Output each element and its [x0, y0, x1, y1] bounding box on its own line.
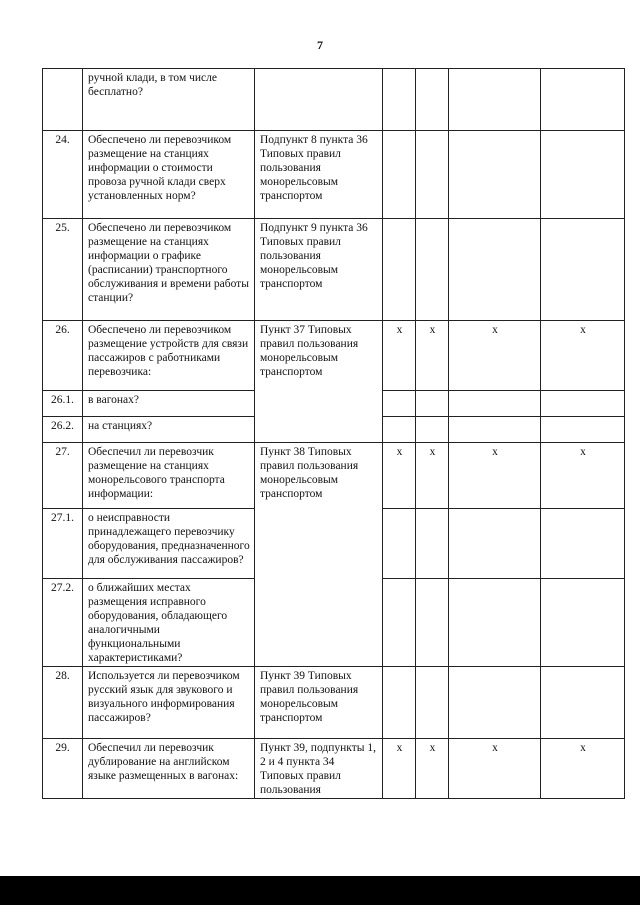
mark-cell: x — [416, 739, 449, 799]
mark-cell — [449, 219, 541, 321]
mark-cell — [383, 417, 416, 443]
checklist-table — [42, 68, 625, 799]
mark-cell — [541, 579, 625, 667]
question-cell: Обеспечил ли перевозчик размещение на станциях монорельсового транспорта информации: — [83, 443, 255, 509]
mark-cell — [541, 131, 625, 219]
mark-cell: x — [383, 443, 416, 509]
row-number-cell: 29. — [43, 739, 83, 799]
question-cell: на станциях? — [83, 417, 255, 443]
row-number-cell — [43, 69, 83, 131]
reference-cell: Пункт 38 Типовых правил пользования монорельсовым транспортом — [255, 443, 383, 667]
mark-cell — [449, 579, 541, 667]
mark-cell — [383, 391, 416, 417]
mark-cell — [449, 131, 541, 219]
mark-cell — [416, 509, 449, 579]
mark-cell — [416, 131, 449, 219]
mark-cell: x — [541, 443, 625, 509]
question-cell: Используется ли перевозчиком русский язык для звукового и визуального информирования пассажиров? — [83, 667, 255, 739]
mark-cell — [449, 509, 541, 579]
row-number-cell: 28. — [43, 667, 83, 739]
mark-cell — [383, 579, 416, 667]
mark-cell — [383, 667, 416, 739]
question-cell: ручной клади, в том числе бесплатно? — [83, 69, 255, 131]
question-cell: Обеспечено ли перевозчиком размещение устройств для связи пассажиров с работниками перевозчика: — [83, 321, 255, 391]
mark-cell — [383, 509, 416, 579]
mark-cell: x — [416, 443, 449, 509]
table-row — [43, 69, 625, 131]
mark-cell — [449, 667, 541, 739]
table-row — [43, 219, 625, 321]
scan-bottom-border — [0, 876, 640, 905]
mark-cell — [383, 69, 416, 131]
row-number-cell: 25. — [43, 219, 83, 321]
mark-cell — [416, 391, 449, 417]
question-cell: Обеспечено ли перевозчиком размещение на станциях информации о графике (расписании) транспортного обслуживания и времени работы станции? — [83, 219, 255, 321]
mark-cell: x — [449, 739, 541, 799]
mark-cell — [541, 219, 625, 321]
table-row — [43, 443, 625, 509]
mark-cell — [416, 667, 449, 739]
mark-cell — [449, 417, 541, 443]
reference-cell — [255, 69, 383, 131]
reference-cell: Пункт 39 Типовых правил пользования монорельсовым транспортом — [255, 667, 383, 739]
mark-cell: x — [416, 321, 449, 391]
mark-cell — [541, 509, 625, 579]
row-number-cell: 24. — [43, 131, 83, 219]
row-number-cell: 26.2. — [43, 417, 83, 443]
question-cell: о неисправности принадлежащего перевозчику оборудования, предназначенного для обслуживания пассажиров? — [83, 509, 255, 579]
page-number: 7 — [317, 38, 323, 52]
mark-cell — [416, 579, 449, 667]
question-cell: в вагонах? — [83, 391, 255, 417]
question-cell: Обеспечил ли перевозчик дублирование на английском языке размещенных в вагонах: — [83, 739, 255, 799]
table-row — [43, 321, 625, 391]
mark-cell: x — [383, 321, 416, 391]
row-number-cell: 27.2. — [43, 579, 83, 667]
mark-cell — [416, 69, 449, 131]
mark-cell — [383, 131, 416, 219]
reference-cell: Подпункт 8 пункта 36 Типовых правил пользования монорельсовым транспортом — [255, 131, 383, 219]
mark-cell: x — [449, 321, 541, 391]
reference-cell: Пункт 37 Типовых правил пользования монорельсовым транспортом — [255, 321, 383, 443]
mark-cell: x — [541, 321, 625, 391]
mark-cell: x — [541, 739, 625, 799]
mark-cell — [541, 391, 625, 417]
row-number-cell: 26.1. — [43, 391, 83, 417]
mark-cell: x — [383, 739, 416, 799]
mark-cell — [416, 417, 449, 443]
reference-cell: Подпункт 9 пункта 36 Типовых правил пользования монорельсовым транспортом — [255, 219, 383, 321]
table-row — [43, 739, 625, 799]
table-row — [43, 667, 625, 739]
mark-cell — [416, 219, 449, 321]
mark-cell: x — [449, 443, 541, 509]
row-number-cell: 27. — [43, 443, 83, 509]
mark-cell — [449, 391, 541, 417]
mark-cell — [541, 417, 625, 443]
mark-cell — [541, 667, 625, 739]
row-number-cell: 27.1. — [43, 509, 83, 579]
question-cell: о ближайших местах размещения исправного оборудования, обладающего аналогичными функциональными характеристиками? — [83, 579, 255, 667]
mark-cell — [541, 69, 625, 131]
mark-cell — [383, 219, 416, 321]
mark-cell — [449, 69, 541, 131]
table-row — [43, 131, 625, 219]
reference-cell: Пункт 39, подпункты 1, 2 и 4 пункта 34 Типовых правил пользования — [255, 739, 383, 799]
question-cell: Обеспечено ли перевозчиком размещение на станциях информации о стоимости провоза ручной клади сверх установленных норм? — [83, 131, 255, 219]
row-number-cell: 26. — [43, 321, 83, 391]
